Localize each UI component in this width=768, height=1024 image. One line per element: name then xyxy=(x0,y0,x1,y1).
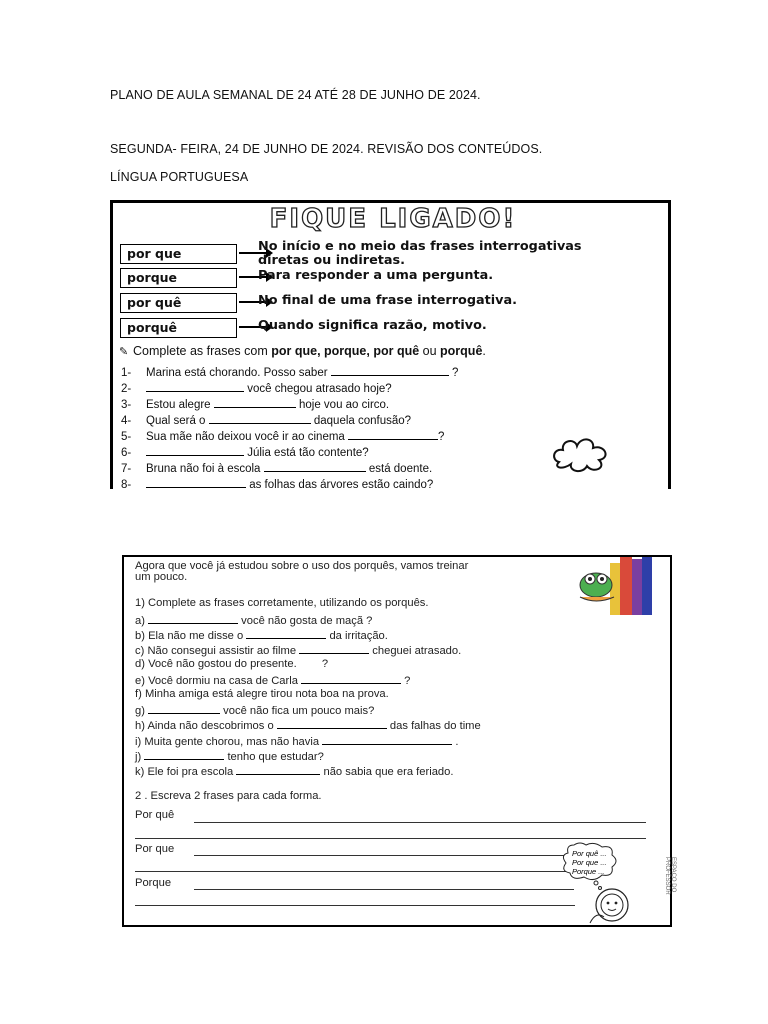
exercise-text: Bruna não foi à escola xyxy=(146,463,261,475)
item-letter: f) xyxy=(135,688,142,700)
intro-text: um pouco. xyxy=(135,571,188,583)
exercise-text: Sua mãe não deixou você ir ao cinema xyxy=(146,431,345,443)
answer-blank[interactable] xyxy=(331,365,449,376)
exercise-line xyxy=(121,461,432,475)
item-letter: a) xyxy=(135,615,145,627)
item-letter: g) xyxy=(135,705,145,717)
intro-text: Agora que você já estudou sobre o uso dos porquês, vamos treinar xyxy=(135,560,469,572)
flower-doodle-icon xyxy=(549,432,613,474)
thinking-lion-illustration-icon xyxy=(556,841,656,923)
writing-line[interactable] xyxy=(135,838,646,839)
bubble-text: Por quê ... xyxy=(572,849,607,858)
rule-term: por que xyxy=(120,244,237,264)
answer-blank[interactable] xyxy=(301,673,401,684)
question-1-title: 1) Complete as frases corretamente, utilizando os porquês. xyxy=(135,597,429,609)
exercise-text: Júlia está tão contente? xyxy=(247,447,369,459)
form-label-porque: Porque xyxy=(135,877,172,889)
exercise-line xyxy=(121,445,369,459)
writing-line[interactable] xyxy=(135,871,575,872)
item-line xyxy=(135,673,410,687)
writing-line[interactable] xyxy=(194,855,574,856)
rule-explanation-line: diretas ou indiretas. xyxy=(258,253,405,268)
form-label-por-que: Por que xyxy=(135,843,175,855)
exercise-line xyxy=(121,397,389,411)
item-text: ? xyxy=(404,675,411,687)
item-text: você não gosta de maçã ? xyxy=(241,615,373,627)
answer-blank[interactable] xyxy=(246,628,326,639)
rule-explanation: No final de uma frase interrogativa. xyxy=(258,293,517,308)
item-text: Ela não me disse o xyxy=(148,630,244,642)
answer-blank[interactable] xyxy=(148,613,238,624)
instruction-text: . xyxy=(482,344,486,358)
instruction-bold: porquê xyxy=(440,344,483,358)
plan-header: PLANO DE AULA SEMANAL DE 24 ATÉ 28 DE JUNHO DE 2024. xyxy=(110,88,481,102)
item-letter: b) xyxy=(135,630,145,642)
exercise-text: você chegou atrasado hoje? xyxy=(247,383,392,395)
answer-blank[interactable] xyxy=(348,429,438,440)
exercise-line xyxy=(121,429,444,443)
item-text: Não consegui assistir ao filme xyxy=(147,645,297,657)
exercise-number: 4- xyxy=(121,415,132,427)
exercise-number: 5- xyxy=(121,431,132,443)
exercise-text: ? xyxy=(438,431,445,443)
item-text: da irritação. xyxy=(329,630,388,642)
exercise-number: 2- xyxy=(121,383,132,395)
rule-explanation xyxy=(258,240,678,268)
answer-blank[interactable] xyxy=(277,718,387,729)
answer-blank[interactable] xyxy=(264,461,366,472)
exercise-number: 6- xyxy=(121,447,132,459)
instruction-bold: por que, porque, por quê xyxy=(271,344,420,358)
item-line xyxy=(135,718,481,732)
exercise-text: Marina está chorando. Posso saber xyxy=(146,367,328,379)
pencil-icon: ✎ xyxy=(119,346,129,358)
item-text: . xyxy=(455,736,459,748)
exercise-line xyxy=(121,365,458,379)
item-line xyxy=(135,643,461,657)
exercise-number: 3- xyxy=(121,399,132,411)
rule-explanation-line: No início e no meio das frases interrogativas xyxy=(258,239,582,254)
answer-blank[interactable] xyxy=(146,445,244,456)
item-line xyxy=(135,749,324,763)
writing-line[interactable] xyxy=(194,889,574,890)
instruction-text: ou xyxy=(419,344,441,358)
item-text: tenho que estudar? xyxy=(227,751,324,763)
item-text: não sabia que era feriado. xyxy=(323,766,454,778)
item-letter: d) xyxy=(135,658,145,670)
item-text: ? xyxy=(321,658,329,670)
answer-blank[interactable] xyxy=(209,413,311,424)
item-text: Você dormiu na casa de Carla xyxy=(148,675,298,687)
worksheet-title xyxy=(233,205,553,233)
item-line xyxy=(135,734,458,748)
day-line: SEGUNDA- FEIRA, 24 DE JUNHO DE 2024. REVISÃO DOS CONTEÚDOS. xyxy=(110,142,543,156)
exercise-text: está doente. xyxy=(368,463,433,475)
answer-blank[interactable] xyxy=(146,381,244,392)
item-line xyxy=(135,764,453,778)
rule-term: porque xyxy=(120,268,237,288)
exercise-text: Estou alegre xyxy=(146,399,211,411)
answer-blank[interactable] xyxy=(146,477,246,488)
worksheet-porques-practice xyxy=(122,555,676,927)
item-text: Muita gente chorou, mas não havia xyxy=(144,736,320,748)
item-text: cheguei atrasado. xyxy=(372,645,462,657)
bubble-text: Porque ... xyxy=(572,867,605,876)
worksheet-fique-ligado xyxy=(110,200,671,489)
answer-blank[interactable] xyxy=(214,397,296,408)
item-line xyxy=(135,658,328,670)
exercise-number: 8- xyxy=(121,479,132,491)
item-letter: h) xyxy=(135,720,145,732)
item-text: Você não gostou do presente. xyxy=(148,658,297,670)
exercise-text: hoje vou ao circo. xyxy=(298,399,390,411)
instruction-text: Complete as frases com xyxy=(133,344,272,358)
answer-blank[interactable] xyxy=(148,703,220,714)
answer-blank[interactable] xyxy=(144,749,224,760)
item-text: você não fica um pouco mais? xyxy=(223,705,375,717)
answer-blank[interactable] xyxy=(236,764,320,775)
item-line xyxy=(135,628,388,642)
rule-term: porquê xyxy=(120,318,237,338)
answer-blank[interactable] xyxy=(299,643,369,654)
subject-line: LÍNGUA PORTUGUESA xyxy=(110,170,249,184)
item-line xyxy=(135,703,374,717)
item-text: das falhas do time xyxy=(389,720,481,732)
exercise-line xyxy=(121,381,392,395)
exercise-text: as folhas das árvores estão caindo? xyxy=(249,479,434,491)
exercise-number: 7- xyxy=(121,463,132,475)
form-label-por-que-acento: Por quê xyxy=(135,809,175,821)
item-text: Minha amiga está alegre tirou nota boa na prova. xyxy=(144,688,389,700)
exercise-line xyxy=(121,413,411,427)
item-text: Ainda não descobrimos o xyxy=(147,720,274,732)
item-letter: j) xyxy=(135,751,142,763)
item-text: Ele foi pra escola xyxy=(147,766,234,778)
item-line xyxy=(135,613,372,627)
rule-term: por quê xyxy=(120,293,237,313)
exercise-text: Qual será o xyxy=(146,415,206,427)
rule-explanation: Para responder a uma pergunta. xyxy=(258,268,494,283)
exercise-text: daquela confusão? xyxy=(313,415,412,427)
question-2-title: 2 . Escreva 2 frases para cada forma. xyxy=(135,790,322,802)
writing-line[interactable] xyxy=(135,905,575,906)
worksheet-instruction xyxy=(119,344,486,358)
exercise-text: ? xyxy=(451,367,459,379)
bubble-text: Por que ... xyxy=(572,858,607,867)
answer-blank[interactable] xyxy=(322,734,452,745)
exercise-number: 1- xyxy=(121,367,132,379)
worksheet-title-text: FIQUE LIGADO! xyxy=(269,204,517,234)
item-letter: k) xyxy=(135,766,145,778)
writing-line[interactable] xyxy=(194,822,646,823)
exercise-line xyxy=(121,477,433,491)
rule-explanation: Quando significa razão, motivo. xyxy=(258,318,487,333)
item-letter: c) xyxy=(135,645,145,657)
item-letter: e) xyxy=(135,675,145,687)
side-caption: ESPAÇO DO PROFESSOR xyxy=(664,857,676,895)
item-letter: i) xyxy=(135,736,142,748)
item-line xyxy=(135,688,389,700)
books-illustration-icon xyxy=(574,557,660,617)
